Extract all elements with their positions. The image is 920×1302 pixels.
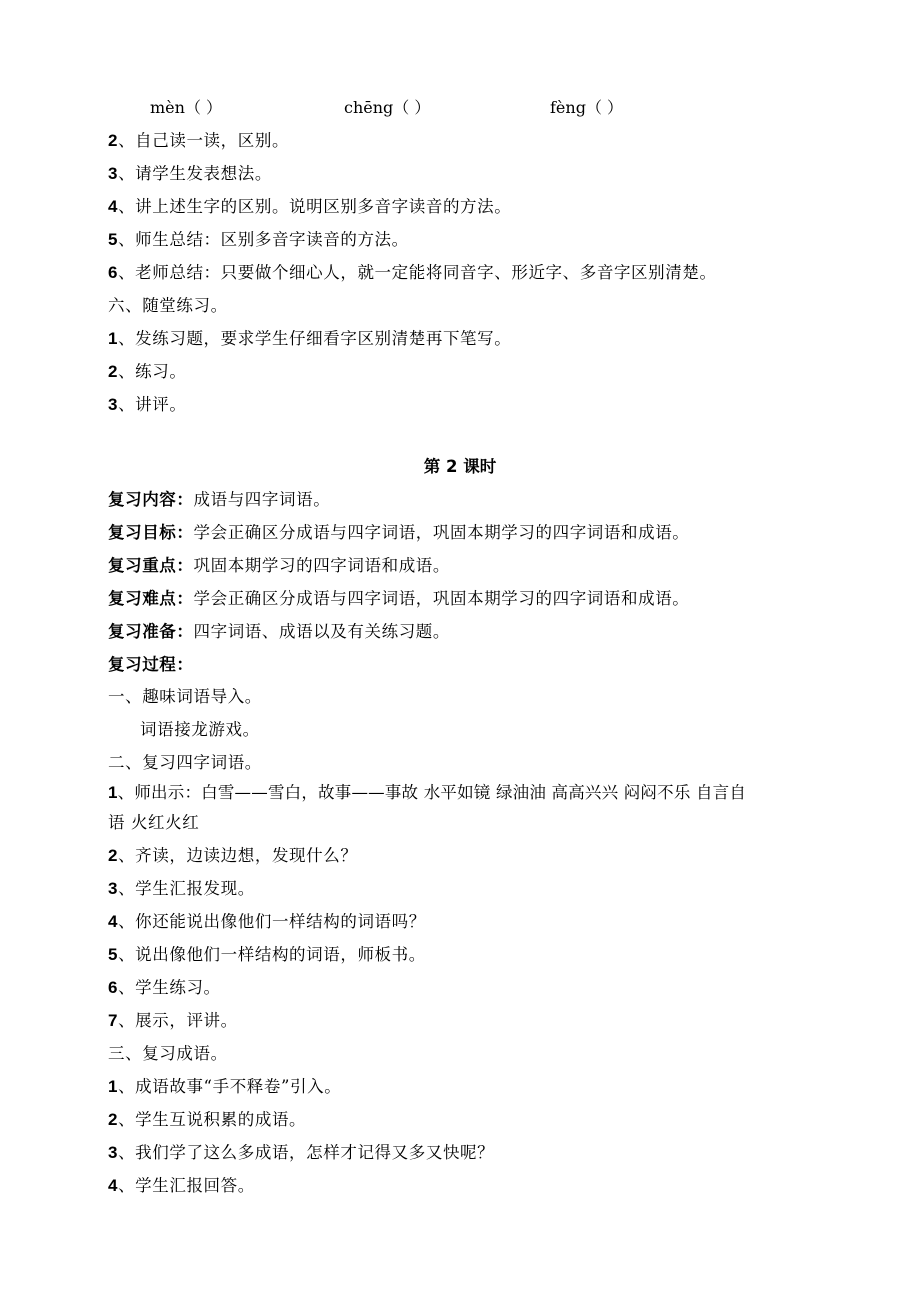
lesson-title: 第 2 课时 bbox=[423, 457, 497, 476]
list-item: 2、学生互说积累的成语。 bbox=[108, 1110, 307, 1129]
list-item: 词语接龙游戏。 bbox=[140, 720, 260, 739]
list-item: 1、成语故事“手不释卷”引入。 bbox=[108, 1077, 342, 1096]
list-item-continued: 语 火红火红 bbox=[108, 813, 200, 832]
field-key-point: 复习重点：巩固本期学习的四字词语和成语。 bbox=[108, 556, 450, 575]
list-item: 2、齐读，边读边想，发现什么？ bbox=[108, 846, 358, 865]
pinyin-men: mèn（ ） bbox=[150, 98, 223, 117]
pinyin-cheng: chēng（ ） bbox=[344, 98, 431, 117]
section-heading: 二、复习四字词语。 bbox=[108, 753, 262, 772]
list-item: 5、师生总结：区别多音字读音的方法。 bbox=[108, 230, 409, 249]
section-heading: 一、趣味词语导入。 bbox=[108, 687, 262, 706]
field-goal: 复习目标：学会正确区分成语与四字词语，巩固本期学习的四字词语和成语。 bbox=[108, 523, 690, 542]
list-item: 1、师出示：白雪——雪白，故事——事故 水平如镜 绿油油 高高兴兴 闷闷不乐 自言自 bbox=[108, 783, 747, 802]
list-item: 3、讲评。 bbox=[108, 395, 187, 414]
section-heading: 六、随堂练习。 bbox=[108, 296, 228, 315]
list-item: 7、展示，评讲。 bbox=[108, 1011, 238, 1030]
list-item: 2、练习。 bbox=[108, 362, 187, 381]
list-item: 6、老师总结：只要做个细心人，就一定能将同音字、形近字、多音字区别清楚。 bbox=[108, 263, 717, 282]
field-content: 复习内容：成语与四字词语。 bbox=[108, 490, 331, 509]
list-item: 3、我们学了这么多成语，怎样才记得又多又快呢？ bbox=[108, 1143, 495, 1162]
section-heading: 三、复习成语。 bbox=[108, 1044, 228, 1063]
field-difficulty: 复习难点：学会正确区分成语与四字词语，巩固本期学习的四字词语和成语。 bbox=[108, 589, 690, 608]
list-item: 3、学生汇报发现。 bbox=[108, 879, 255, 898]
list-item: 4、学生汇报回答。 bbox=[108, 1176, 255, 1195]
list-item: 3、请学生发表想法。 bbox=[108, 164, 272, 183]
list-item: 1、发练习题，要求学生仔细看字区别清楚再下笔写。 bbox=[108, 329, 512, 348]
list-item: 4、你还能说出像他们一样结构的词语吗？ bbox=[108, 912, 426, 931]
pinyin-feng: fèng（ ） bbox=[550, 98, 624, 117]
field-preparation: 复习准备：四字词语、成语以及有关练习题。 bbox=[108, 622, 450, 641]
list-item: 5、说出像他们一样结构的词语，师板书。 bbox=[108, 945, 426, 964]
list-item: 4、讲上述生字的区别。说明区别多音字读音的方法。 bbox=[108, 197, 512, 216]
list-item: 2、自己读一读，区别。 bbox=[108, 131, 290, 150]
process-label: 复习过程： bbox=[108, 655, 194, 674]
list-item: 6、学生练习。 bbox=[108, 978, 221, 997]
